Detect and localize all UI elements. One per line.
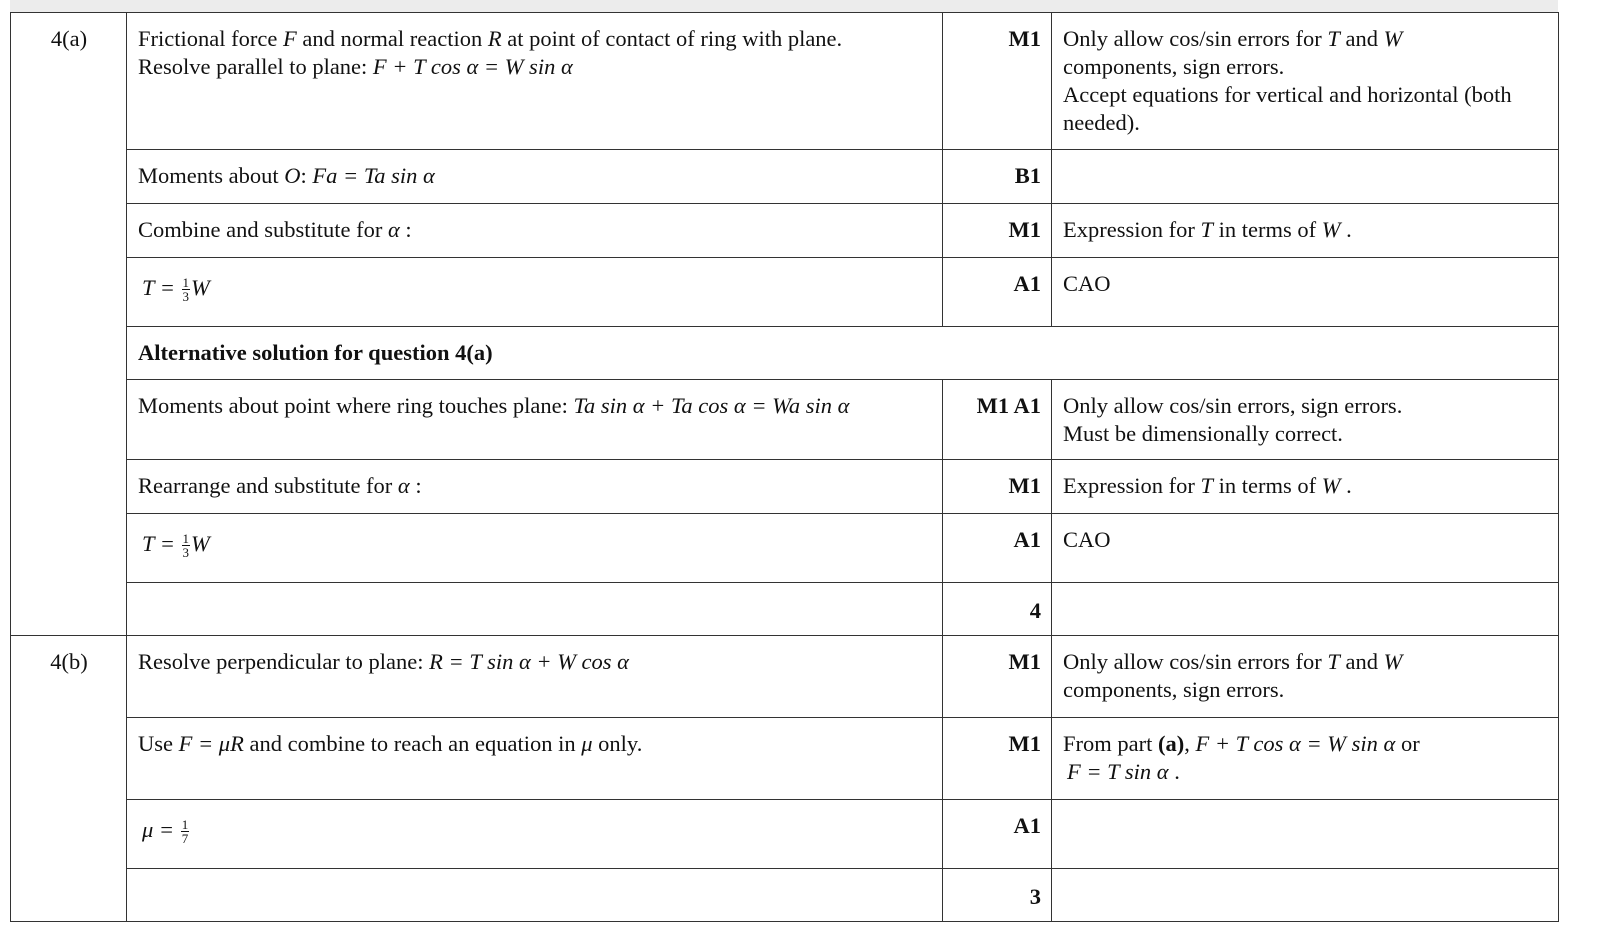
guidance-text: or xyxy=(1395,731,1420,756)
math-symbol: O xyxy=(284,163,301,188)
guidance-cell xyxy=(1052,13,1559,150)
table-row xyxy=(11,718,1559,800)
guidance-text: Only allow cos/sin errors for xyxy=(1063,649,1328,674)
equation: Fa = Ta sin α xyxy=(312,163,435,188)
math-symbol: W xyxy=(1383,26,1403,51)
guidance-text: , xyxy=(1184,731,1196,756)
guidance-text: . xyxy=(1340,217,1352,242)
mark-cell: M1 xyxy=(943,460,1052,514)
equation-lhs: T = xyxy=(142,531,181,556)
equation-rhs: W xyxy=(191,531,210,556)
answer-text: : xyxy=(409,473,422,498)
fraction-numerator: 1 xyxy=(182,275,190,291)
question-label-4b: 4(b) xyxy=(11,636,127,922)
table-row xyxy=(11,800,1559,869)
math-symbol: α xyxy=(397,473,410,498)
answer-text: Resolve parallel to plane: xyxy=(138,54,373,79)
fraction xyxy=(182,532,191,559)
table-row xyxy=(11,13,1559,150)
question-label-4a: 4(a) xyxy=(11,13,127,636)
math-symbol: W xyxy=(1383,649,1403,674)
table-row xyxy=(11,204,1559,258)
equation: R = T sin α + W cos α xyxy=(429,649,629,674)
math-symbol: α xyxy=(387,217,400,242)
guidance-cell: CAO xyxy=(1052,258,1559,327)
answer-cell xyxy=(127,258,943,327)
math-symbol: T xyxy=(1327,649,1340,674)
answer-cell xyxy=(127,718,943,800)
table-row xyxy=(11,583,1559,636)
total-marks: 3 xyxy=(943,869,1052,922)
equation-lhs: μ = xyxy=(142,817,180,842)
answer-text: Use xyxy=(138,731,179,756)
guidance-text: Only allow cos/sin errors for xyxy=(1063,26,1328,51)
math-symbol: F xyxy=(282,26,297,51)
answer-line xyxy=(138,53,932,81)
table-row xyxy=(11,258,1559,327)
answer-text: at point of contact of ring with plane. xyxy=(501,26,843,51)
guidance-text: components, sign errors. xyxy=(1063,677,1285,702)
guidance-text: Must be dimensionally correct. xyxy=(1063,421,1343,446)
answer-cell xyxy=(127,636,943,718)
guidance-cell xyxy=(1052,150,1559,204)
table-row xyxy=(11,460,1559,514)
answer-cell xyxy=(127,583,943,636)
equation: F + T cos α = W sin α xyxy=(372,54,573,79)
math-symbol: R xyxy=(487,26,502,51)
math-symbol: W xyxy=(1321,473,1341,498)
answer-text: Moments about point where ring touches plane: xyxy=(138,393,574,418)
answer-text: Frictional force xyxy=(138,26,283,51)
fraction-denominator: 7 xyxy=(181,831,189,847)
equation xyxy=(138,812,190,845)
answer-cell xyxy=(127,204,943,258)
equation: Ta sin α + Ta cos α = Wa sin α xyxy=(573,393,850,418)
table-row xyxy=(11,636,1559,718)
alternative-solution-header: Alternative solution for question 4(a) xyxy=(127,327,1559,380)
answer-text: and normal reaction xyxy=(296,26,488,51)
answer-text: : xyxy=(399,217,412,242)
fraction-denominator: 3 xyxy=(182,545,190,561)
answer-cell xyxy=(127,13,943,150)
table-row xyxy=(11,514,1559,583)
guidance-cell xyxy=(1052,204,1559,258)
fraction-numerator: 1 xyxy=(182,531,190,547)
table-row xyxy=(11,150,1559,204)
equation: F = μR xyxy=(178,731,244,756)
math-symbol: μ xyxy=(581,731,593,756)
guidance-cell xyxy=(1052,636,1559,718)
answer-cell xyxy=(127,380,943,460)
guidance-cell xyxy=(1052,800,1559,869)
guidance-text: and xyxy=(1339,26,1384,51)
equation: F = T sin α xyxy=(1067,759,1169,784)
table-row xyxy=(11,869,1559,922)
answer-cell xyxy=(127,800,943,869)
guidance-text: Expression for xyxy=(1063,473,1201,498)
guidance-text: . xyxy=(1340,473,1352,498)
answer-cell xyxy=(127,869,943,922)
guidance-text: components, sign errors. xyxy=(1063,54,1285,79)
fraction-denominator: 3 xyxy=(182,289,190,305)
equation-lhs: T = xyxy=(142,275,181,300)
guidance-text: From part xyxy=(1063,731,1158,756)
guidance-text: in terms of xyxy=(1213,473,1322,498)
answer-text: and combine to reach an equation in xyxy=(243,731,582,756)
answer-text: Combine and substitute for xyxy=(138,217,388,242)
guidance-cell xyxy=(1052,380,1559,460)
equation-rhs: W xyxy=(191,275,210,300)
table-row xyxy=(11,380,1559,460)
guidance-cell xyxy=(1052,583,1559,636)
guidance-cell xyxy=(1052,460,1559,514)
guidance-text: Accept equations for vertical and horizontal (both needed). xyxy=(1063,82,1512,135)
guidance-text: Expression for xyxy=(1063,217,1201,242)
math-symbol: W xyxy=(1321,217,1341,242)
equation xyxy=(138,526,210,559)
mark-cell: M1 A1 xyxy=(943,380,1052,460)
guidance-cell xyxy=(1052,869,1559,922)
mark-cell: A1 xyxy=(943,514,1052,583)
table-row xyxy=(11,327,1559,380)
math-symbol: T xyxy=(1327,26,1340,51)
mark-cell: A1 xyxy=(943,800,1052,869)
mark-cell: M1 xyxy=(943,718,1052,800)
total-marks: 4 xyxy=(943,583,1052,636)
equation xyxy=(138,270,210,303)
guidance-text: . xyxy=(1168,759,1180,784)
guidance-cell xyxy=(1052,718,1559,800)
answer-text: only. xyxy=(592,731,643,756)
mark-cell: B1 xyxy=(943,150,1052,204)
answer-text: Moments about xyxy=(138,163,285,188)
table-header-band xyxy=(10,0,1558,12)
mark-cell: M1 xyxy=(943,204,1052,258)
answer-text: : xyxy=(300,163,313,188)
answer-line xyxy=(138,25,932,53)
part-reference: (a) xyxy=(1158,731,1185,756)
answer-cell xyxy=(127,460,943,514)
guidance-text: and xyxy=(1339,649,1384,674)
equation: F + T cos α = W sin α xyxy=(1195,731,1396,756)
fraction-numerator: 1 xyxy=(181,817,189,833)
mark-cell: A1 xyxy=(943,258,1052,327)
answer-text: Rearrange and substitute for xyxy=(138,473,398,498)
mark-cell: M1 xyxy=(943,13,1052,150)
guidance-text: in terms of xyxy=(1213,217,1322,242)
answer-cell xyxy=(127,150,943,204)
fraction xyxy=(181,818,190,845)
math-symbol: T xyxy=(1200,217,1213,242)
mark-scheme-table xyxy=(10,12,1559,922)
math-symbol: T xyxy=(1200,473,1213,498)
answer-cell xyxy=(127,514,943,583)
guidance-text: Only allow cos/sin errors, sign errors. xyxy=(1063,393,1403,418)
fraction xyxy=(182,276,191,303)
guidance-cell: CAO xyxy=(1052,514,1559,583)
mark-cell: M1 xyxy=(943,636,1052,718)
answer-text: Resolve perpendicular to plane: xyxy=(138,649,430,674)
